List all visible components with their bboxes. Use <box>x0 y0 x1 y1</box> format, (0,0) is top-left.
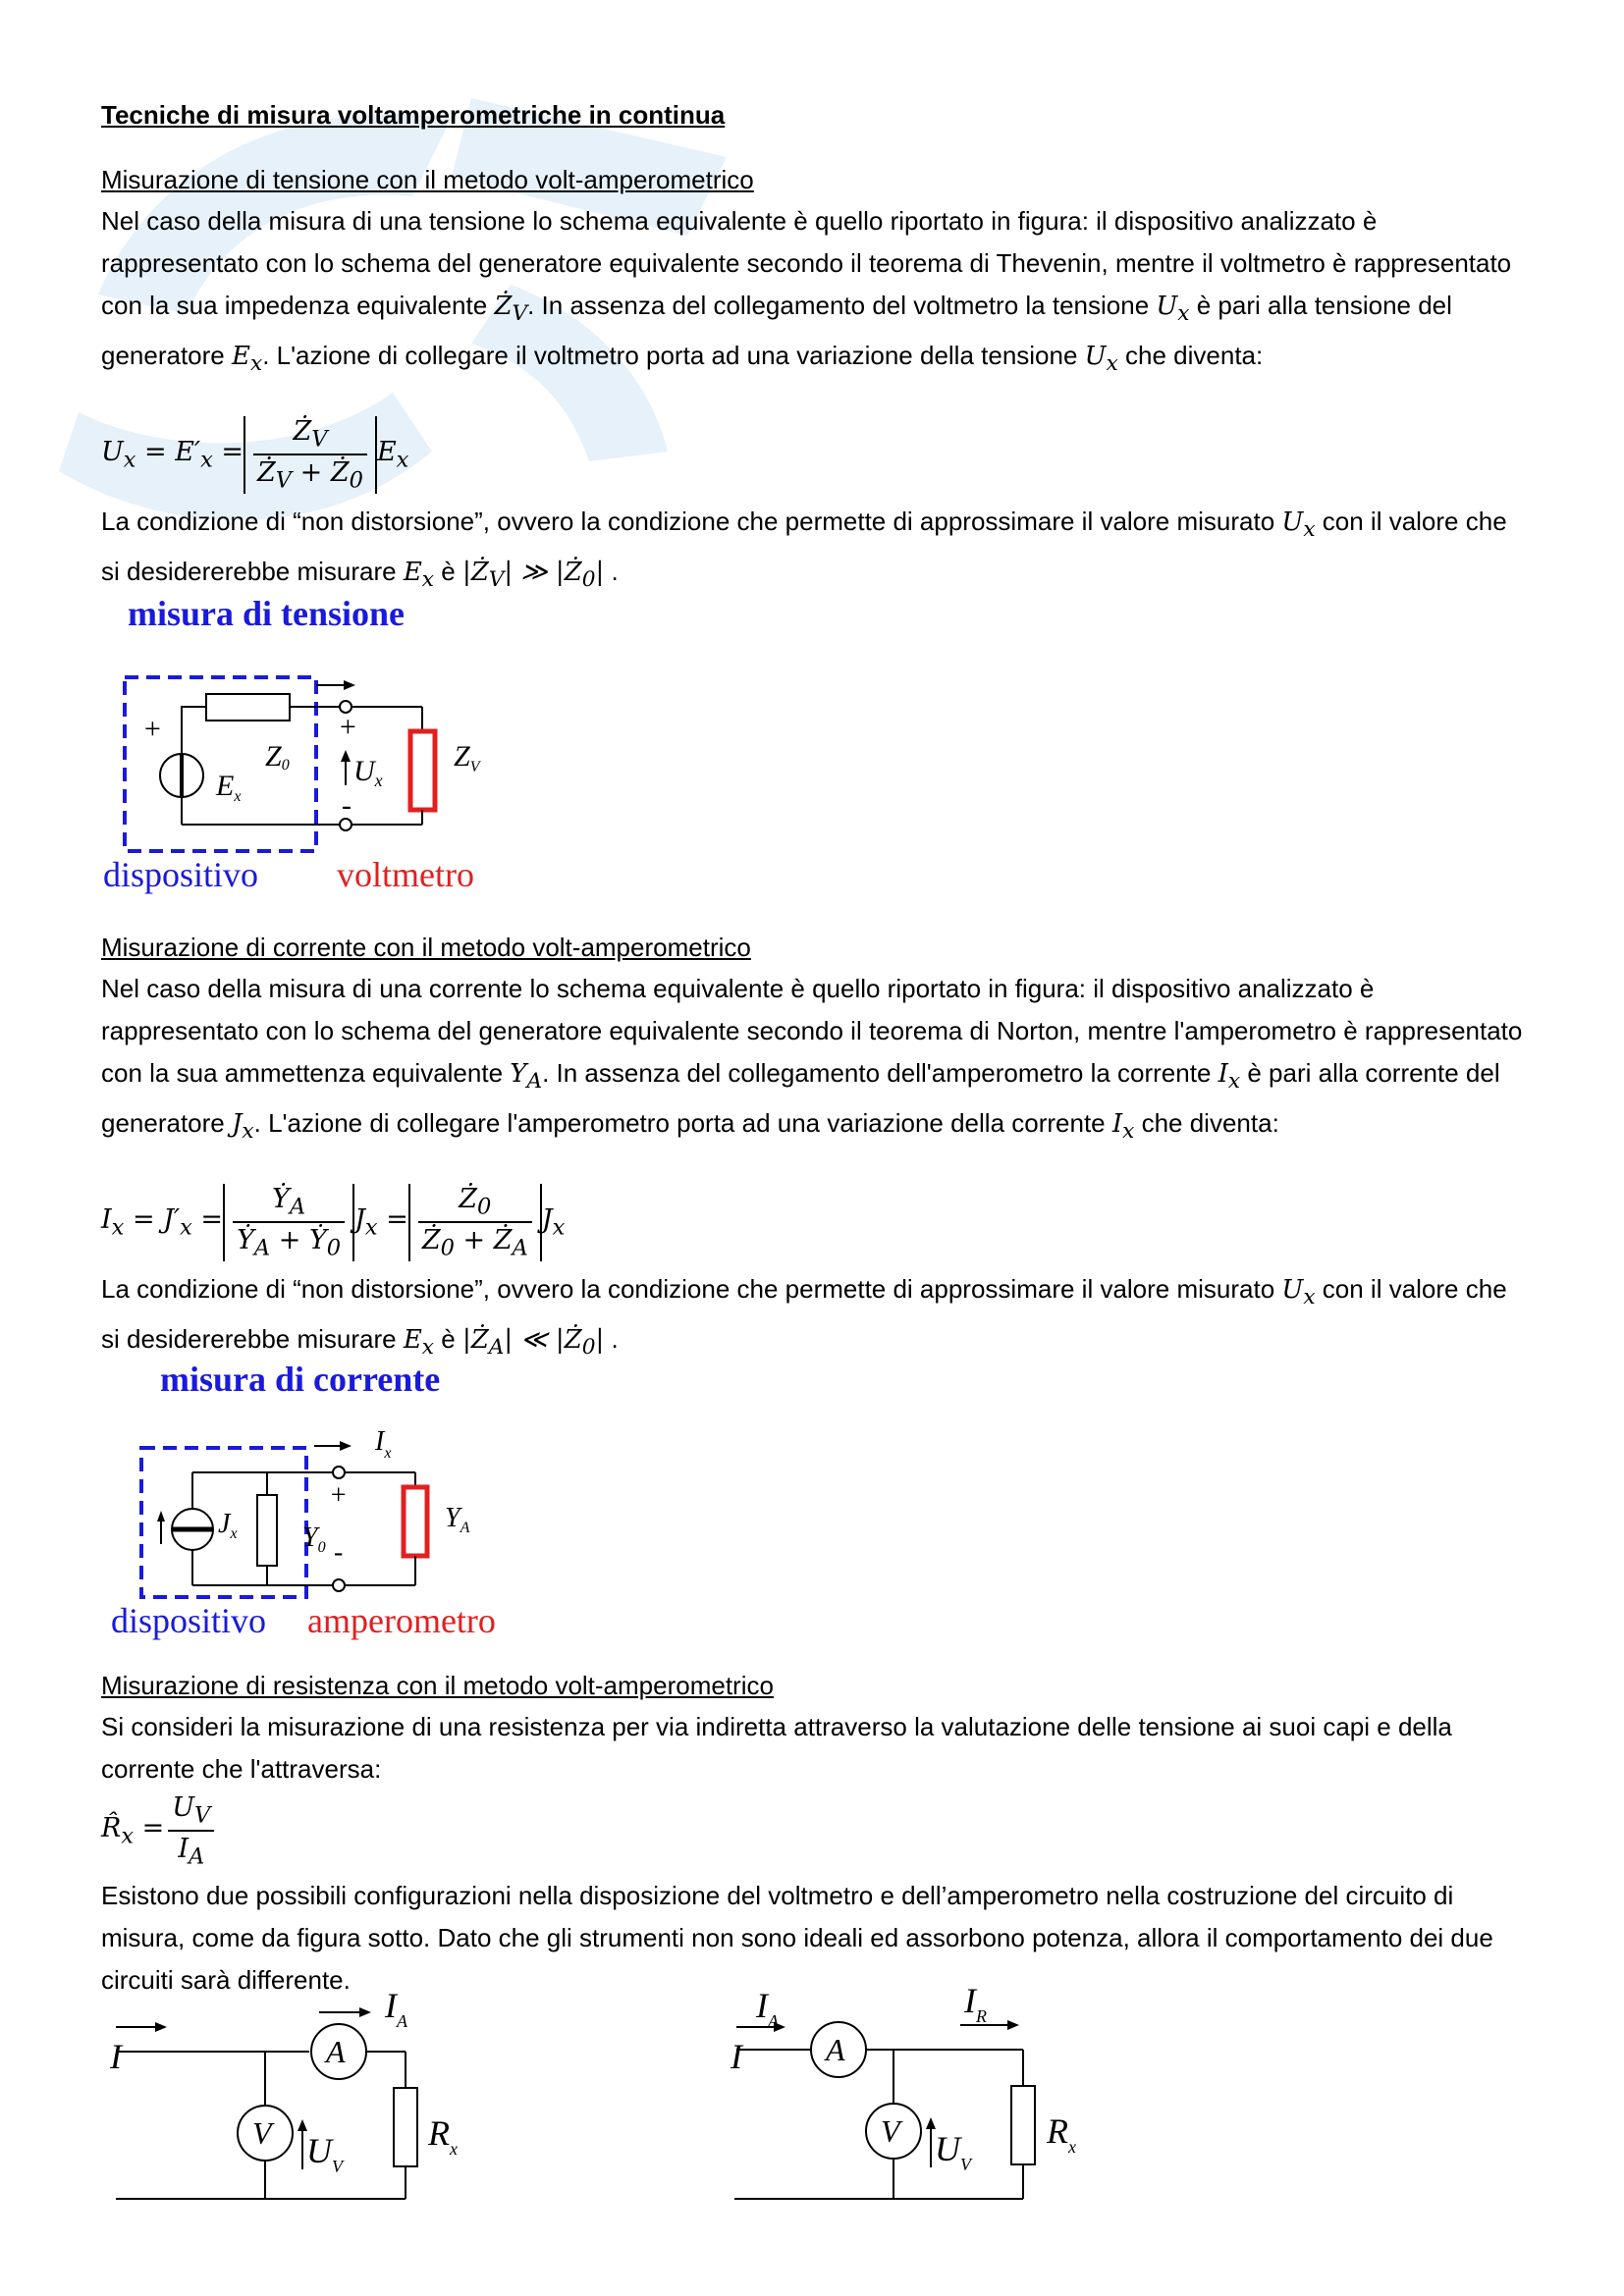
document-title: Tecniche di misura voltamperometriche in continua <box>101 100 726 130</box>
arrow-up-icon <box>341 750 351 762</box>
svg-text:UV: $U_V$ <box>935 2129 971 2174</box>
resistance-circuit-right <box>717 1939 1129 2214</box>
section-resistance-paragraph-1: Si consideri la misurazione di una resistenza per via indiretta attraverso la valutazione delle tensione ai suoi capi e della corrente che l'attraversa: <box>101 1712 1452 1784</box>
figure-current-label-meter: amperometro <box>307 1601 496 1640</box>
label-a: A <box>326 2034 346 2069</box>
svg-text:ZV: $Z_V$ <box>454 740 480 775</box>
terminal-bottom <box>333 1579 345 1591</box>
figure-voltage-heading: misura di tensione <box>128 594 406 633</box>
arrow-up-icon <box>298 2119 307 2131</box>
arrow-icon <box>344 680 355 690</box>
section-voltage-paragraph-2: La condizione di “non distorsione”, ovvero la condizione che permette di approssimare il valore misurato $U_x$ con il valore che si desidererebbe misurare $E_x$ è $|Ż_V|$ ≫ $|Ż_0|$ . <box>101 507 1507 593</box>
section-resistance-heading: Misurazione di resistenza con il metodo volt-amperometrico <box>101 1671 774 1700</box>
svg-text:UV: $U_V$ <box>306 2131 343 2176</box>
resistor-z0 <box>206 694 290 721</box>
svg-text:Ex: $E_x$ <box>216 770 242 805</box>
svg-text:Ux: $U_x$ <box>353 755 383 790</box>
label-y0: Y <box>302 1522 318 1553</box>
label-uv: U <box>306 2131 332 2170</box>
label-minus-terminal: - <box>342 789 352 822</box>
label-ix: I <box>375 1428 385 1457</box>
label-v: V <box>252 2115 272 2151</box>
svg-text:Z0: Z0 <box>265 740 290 774</box>
arrow-up-icon <box>157 1511 165 1522</box>
label-plus: + <box>329 1480 348 1511</box>
svg-text:Rx: $R_x$ <box>428 2113 458 2159</box>
label-z0: Z <box>265 740 282 773</box>
label-ya: Y <box>445 1503 460 1533</box>
arrow-up-icon <box>926 2117 936 2129</box>
label-ux: U <box>353 755 375 787</box>
label-jx: J <box>218 1509 231 1539</box>
resistance-circuit-left <box>98 1939 511 2214</box>
label-rx: R <box>1047 2111 1068 2151</box>
section-voltage-paragraph-1: Nel caso della misura di una tensione lo schema equivalente è quello riportato in figura: il dispositivo analizzato è rappresentato con lo schema del generatore equivalente secondo il teorema di Thevenin, mentre il voltmetro è rappresentato con la sua impedenza equivalente $Ż_V$. In assenza del collegamento del voltmetro la tensione $U_x$ è pari alla tensione del generatore $E_x$. L'azione di collegare il voltmetro porta ad una variazione della tensione $U_x$ che diventa: <box>101 206 1512 377</box>
section-resistance-paragraph-2: Esistono due possibili configurazioni nella disposizione del voltmetro e dell’amperometro nella costruzione del circuito di misura, come da figura sotto. Dato che gli strumenti non sono ideali ed assorbono potenza, allora il comportamento dei due circuiti sarà differente. <box>101 1881 1493 1995</box>
resistance-equation: $R̂_x$ = $\frac{U_V}{I_A}$ <box>101 1792 218 1870</box>
section-current-paragraph-1: Nel caso della misura di una corrente lo schema equivalente è quello riportato in figura: il dispositivo analizzato è rappresentato con lo schema del generatore equivalente secondo il teorema di Norton, mentre l'amperometro è rappresentato con la sua ammettenza equivalente $Y_A$. In assenza del collegamento dell'amperometro la corrente $I_x$ è pari alla corrente del generatore $J_x$. L'azione di collegare l'amperometro porta ad una variazione della corrente $I_x$ che diventa: <box>101 974 1523 1145</box>
label-plus-source: + <box>142 713 163 745</box>
label-ia: I <box>756 1986 768 2025</box>
wire-top-left <box>182 707 206 712</box>
voltage-circuit-diagram <box>98 658 540 864</box>
svg-text:IA: $I_A$ <box>756 1986 779 2031</box>
label-uv: U <box>935 2129 960 2168</box>
arrow-icon <box>155 2022 167 2032</box>
section-voltage-heading: Misurazione di tensione con il metodo volt-amperometrico <box>101 165 754 194</box>
label-ia: I <box>385 1986 397 2025</box>
svg-text:YA: $Y_A$ <box>445 1503 470 1536</box>
svg-text:Rx: $R_x$ <box>1047 2111 1076 2157</box>
label-a: A <box>826 2032 845 2067</box>
figure-voltage-label-meter: voltmetro <box>337 855 474 894</box>
ammeter-admittance-ya <box>404 1487 427 1556</box>
terminal-top <box>333 1467 345 1478</box>
label-v: V <box>881 2113 900 2149</box>
label-plus-terminal: + <box>338 711 358 743</box>
svg-text:IA: $I_A$ <box>385 1986 407 2031</box>
voltmeter-impedance-zv <box>410 731 435 810</box>
current-equation: $I_x = J'_x$ = $\frac{Ẏ_A}{Ẏ_A + Ẏ_0}$ $J_x$ = $\frac{Ż_0}{Ż_0 + Ż_A}$ $J_x$ <box>101 1184 566 1261</box>
figure-current-heading: misura di corrente <box>160 1360 441 1399</box>
section-current-heading: Misurazione di corrente con il metodo volt-amperometrico <box>101 933 751 962</box>
label-i: I <box>731 2037 742 2076</box>
figure-voltage-label-device: dispositivo <box>103 855 259 894</box>
section-current-paragraph-2: La condizione di “non distorsione”, ovvero la condizione che permette di approssimare il valore misurato $U_x$ con il valore che si desidererebbe misurare $E_x$ è $|Ż_A|$ ≪ $|Ż_0|$ . <box>101 1274 1507 1361</box>
figure-current-label-device: dispositivo <box>111 1601 267 1640</box>
label-i: I <box>110 2037 122 2076</box>
svg-text:Y0: $Y_0$ <box>302 1522 326 1556</box>
arrow-icon <box>1007 2020 1019 2030</box>
label-rx: R <box>428 2113 450 2153</box>
label-zv: Z <box>454 740 470 773</box>
current-circuit-diagram <box>128 1428 520 1605</box>
resistor-y0 <box>257 1495 277 1566</box>
resistor-rx <box>394 2088 417 2166</box>
label-minus: - <box>334 1537 344 1568</box>
svg-text:IR: $I_R$ <box>964 1981 987 2026</box>
label-ir: I <box>964 1981 976 2020</box>
svg-text:Jx: $J_x$ <box>218 1509 238 1542</box>
label-ex: E <box>216 770 235 802</box>
arrow-icon <box>340 1441 352 1451</box>
voltage-equation: $U_x = E'_x$ = $\frac{Ż_V}{Ż_V + Ż_0}$ $E_x$ <box>101 416 409 494</box>
arrow-icon <box>359 2007 371 2017</box>
resistor-rx <box>1011 2086 1035 2164</box>
svg-text:Ix: $I_x$ <box>375 1428 392 1462</box>
